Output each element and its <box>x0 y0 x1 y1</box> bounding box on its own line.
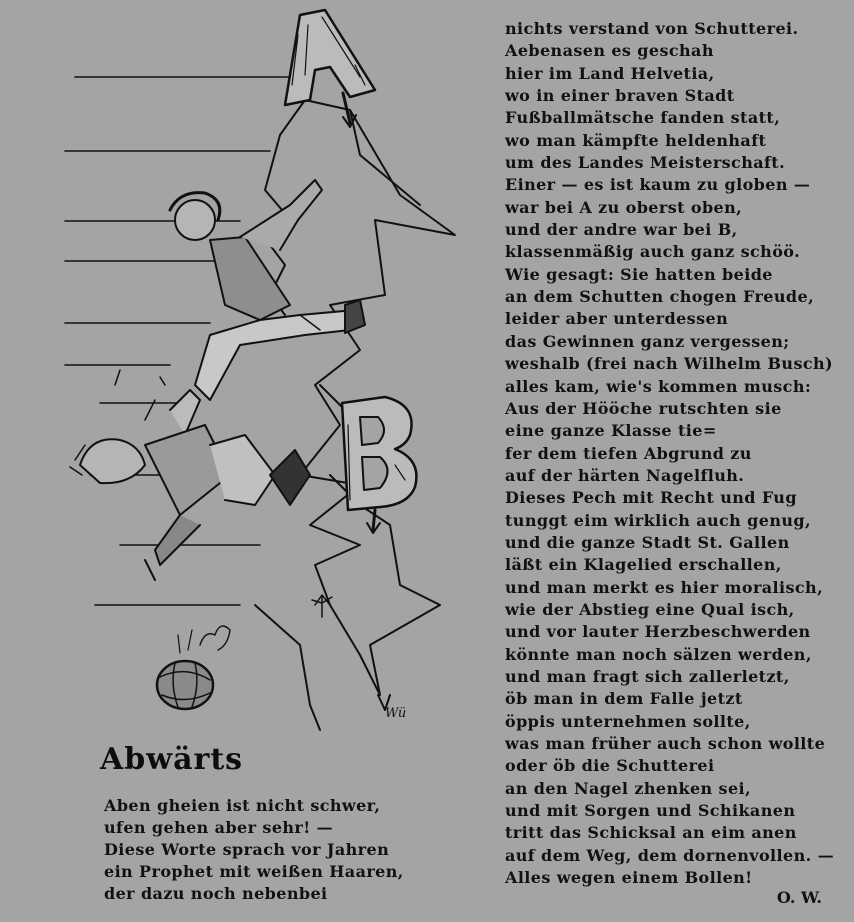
artist-mark: Wü <box>385 706 407 721</box>
poem-line: Alles wegen einem Bollen! <box>505 868 753 888</box>
climber-top <box>170 180 365 400</box>
poem-line: an den Nagel zhenken sei, <box>505 778 751 798</box>
poem-line: auf der härten Nagelfluh. <box>505 465 745 485</box>
article-title: Abwärts <box>100 742 244 777</box>
poem-line: Fußballmätsche fanden statt, <box>505 108 781 128</box>
falling-ball <box>157 626 230 709</box>
poem-line: um des Landes Meisterschaft. <box>505 153 786 173</box>
cartoon-illustration <box>60 5 480 735</box>
poem-line: was man früher auch schon wollte <box>505 734 826 753</box>
poem-line: Aben gheien ist nicht schwer, <box>104 796 381 815</box>
poem-line: hier im Land Helvetia, <box>505 63 715 83</box>
poem-line: wo in einer braven Stadt <box>505 86 735 106</box>
poem-line: und die ganze Stadt St. Gallen <box>505 532 790 552</box>
poem-line: öb man in dem Falle jetzt <box>505 689 743 709</box>
poem-line: und der andre war bei B, <box>505 220 738 240</box>
poem-line: wie der Abstieg eine Qual isch, <box>505 599 795 619</box>
poem-line: oder öb die Schutterei <box>505 756 715 776</box>
poem-line: Dieses Pech mit Recht und Fug <box>505 488 797 508</box>
sign-b <box>342 397 416 533</box>
poem-column-right <box>505 18 850 889</box>
poem-line: läßt ein Klagelied erschallen, <box>505 555 782 575</box>
poem-line: Einer — es ist kaum zu globen — <box>505 175 811 195</box>
poem-line: leider aber unterdessen <box>505 309 729 329</box>
poem-line: der dazu noch nebenbei <box>104 884 328 903</box>
poem-line: tritt das Schicksal an eim anen <box>505 823 797 843</box>
poem-line: das Gewinnen ganz vergessen; <box>505 331 790 351</box>
poem-line: tunggt eim wirklich auch genug, <box>505 510 811 530</box>
poem-line: und man merkt es hier moralisch, <box>505 577 824 597</box>
poem-line: nichts verstand von Schutterei. <box>505 19 799 38</box>
poem-line: fer dem tiefen Abgrund zu <box>505 443 752 463</box>
poem-line: weshalb (frei nach Wilhelm Busch) <box>505 354 833 374</box>
poem-column-left <box>104 795 464 905</box>
poem-line: Wie gesagt: Sie hatten beide <box>505 264 773 284</box>
poem-line: klassenmäßig auch ganz schöö. <box>505 242 801 262</box>
poem-line: und man fragt sich zallerletzt, <box>505 666 790 686</box>
poem-line: und vor lauter Herzbeschwerden <box>505 622 811 642</box>
poem-line: könnte man noch sälzen werden, <box>505 644 812 664</box>
poem-line: wo man kämpfte heldenhaft <box>505 130 767 150</box>
poem-line: und mit Sorgen und Schikanen <box>505 801 796 821</box>
poem-line: öppis unternehmen sollte, <box>505 711 751 731</box>
poem-line: alles kam, wie's kommen musch: <box>505 376 812 396</box>
poem-line: war bei A zu oberst oben, <box>505 197 743 217</box>
climber-bottom <box>70 370 310 580</box>
poem-line: Aus der Hööche rutschten sie <box>505 398 782 418</box>
edelweiss-plant <box>312 595 332 617</box>
poem-line: eine ganze Klasse tie= <box>505 421 717 441</box>
poem-line: auf dem Weg, dem dornenvollen. — <box>505 845 834 865</box>
poem-line: ein Prophet mit weißen Haaren, <box>104 862 404 881</box>
poem-line: Diese Worte sprach vor Jahren <box>104 840 390 859</box>
poem-line: ufen gehen aber sehr! — <box>104 818 334 837</box>
poem-line: Aebenasen es geschah <box>505 41 714 61</box>
author-signature: O. W. <box>776 888 822 907</box>
poem-line: an dem Schutten chogen Freude, <box>505 287 815 307</box>
